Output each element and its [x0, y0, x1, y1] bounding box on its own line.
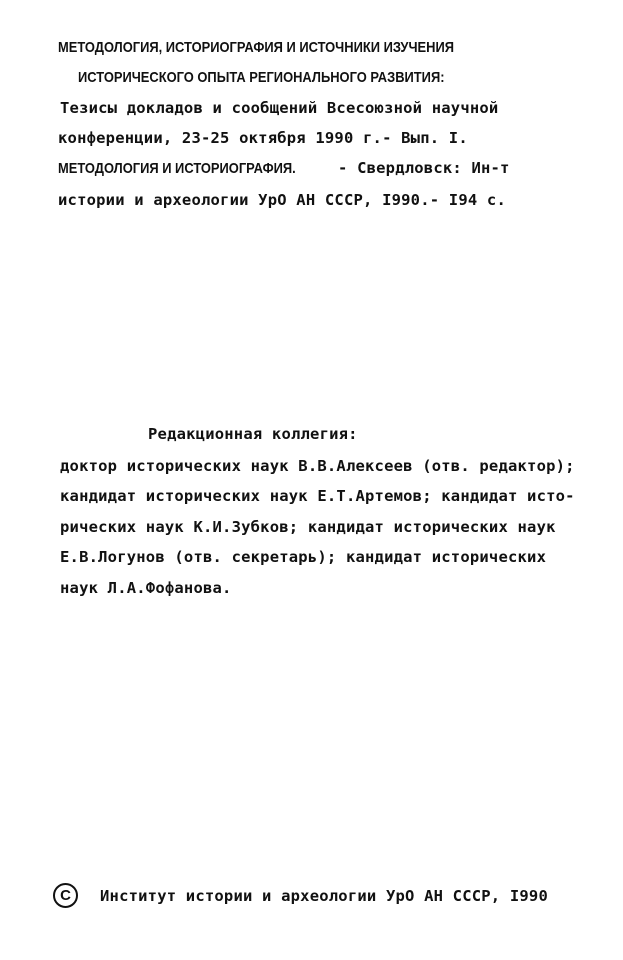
publisher-place: - Свердловск: Ин-т	[338, 159, 510, 177]
copyright-text: Институт истории и археологии УрО АН СССР, I990	[100, 887, 548, 905]
title-line-1: МЕТОДОЛОГИЯ, ИСТОРИОГРАФИЯ И ИСТОЧНИКИ ИЗУЧЕНИЯ	[58, 39, 454, 56]
citation-line-6: истории и археологии УрО АН СССР, I990.- I94 с.	[58, 191, 506, 209]
editorial-board-line: Е.В.Логунов (отв. секретарь); кандидат исторических	[60, 548, 547, 566]
editorial-board-line: доктор исторических наук В.В.Алексеев (отв. редактор);	[60, 457, 575, 475]
citation-line-4: конференции, 23-25 октября 1990 г.- Вып. I.	[58, 129, 468, 147]
editorial-board-line: наук Л.А.Фофанова.	[60, 579, 232, 597]
editorial-board-line: рических наук К.И.Зубков; кандидат исторических наук	[60, 518, 556, 536]
citation-line-3: Тезисы докладов и сообщений Всесоюзной научной	[60, 99, 499, 117]
volume-title: МЕТОДОЛОГИЯ И ИСТОРИОГРАФИЯ.	[58, 160, 296, 177]
citation-line-5	[58, 158, 510, 179]
copyright-icon: C	[53, 883, 78, 908]
title-line-2: ИСТОРИЧЕСКОГО ОПЫТА РЕГИОНАЛЬНОГО РАЗВИТИЯ:	[78, 69, 445, 86]
editorial-board-heading: Редакционная коллегия:	[148, 425, 358, 443]
editorial-board-line: кандидат исторических наук Е.Т.Артемов; кандидат исто-	[60, 487, 575, 505]
